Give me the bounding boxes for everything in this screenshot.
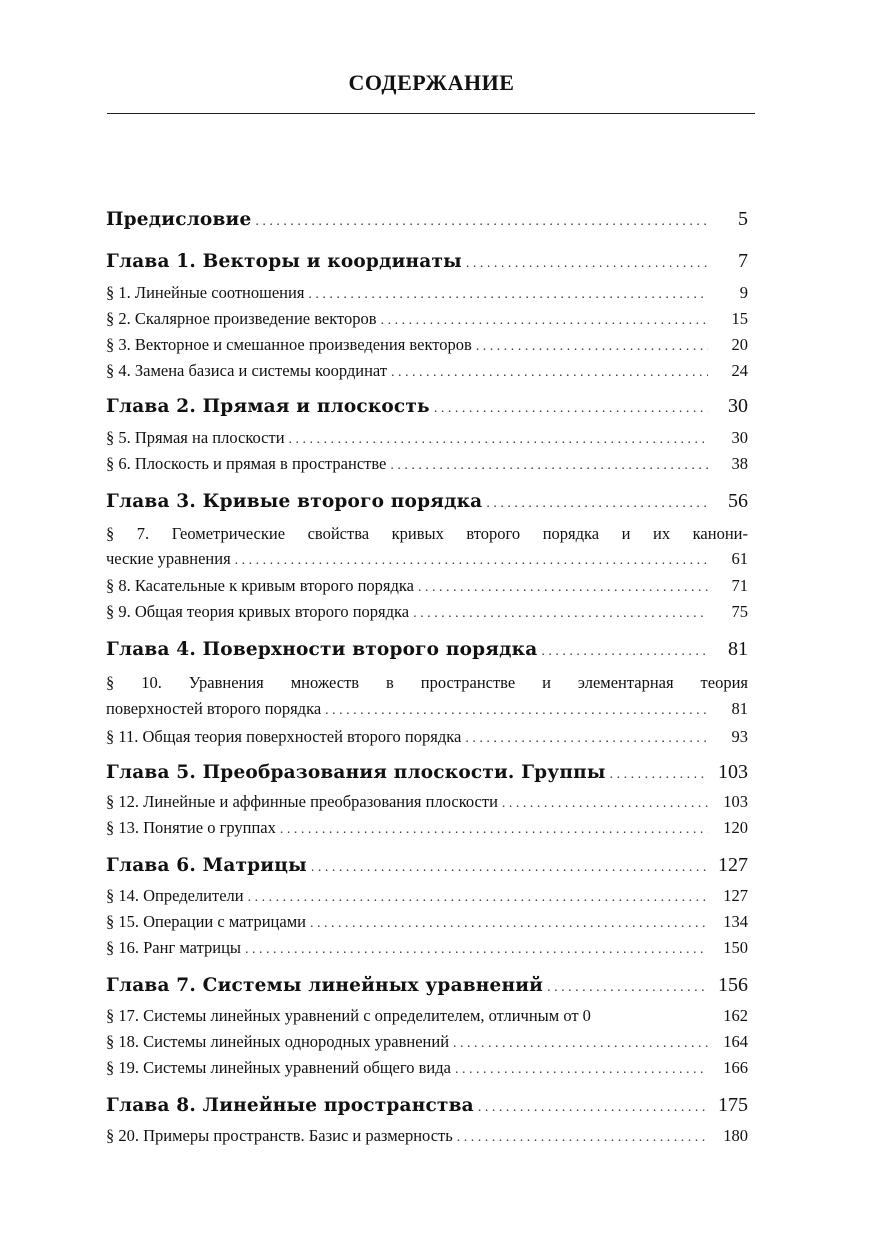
leader-dots xyxy=(248,890,708,906)
leader-dots xyxy=(381,313,708,329)
toc-chapter-entry[interactable] xyxy=(106,854,748,877)
leader-dots xyxy=(476,339,708,355)
toc-chapter-entry[interactable] xyxy=(106,761,748,784)
toc-section-entry[interactable] xyxy=(106,912,748,932)
toc-section-entry[interactable] xyxy=(106,699,748,719)
toc-entry-label: § 15. Операции с матрицами xyxy=(106,912,306,931)
toc-section-entry[interactable] xyxy=(106,1126,748,1146)
toc-section-entry[interactable] xyxy=(106,818,748,838)
page-title: СОДЕРЖАНИЕ xyxy=(348,70,515,95)
leader-dots xyxy=(610,767,708,783)
toc-chapter-entry[interactable] xyxy=(106,974,748,997)
toc-section-entry[interactable] xyxy=(106,1032,748,1052)
toc-entry-label: § 20. Примеры пространств. Базис и размерность xyxy=(106,1126,453,1145)
toc-section-entry[interactable] xyxy=(106,602,748,622)
toc-page-number: 127 xyxy=(718,854,748,876)
toc-chapter-entry[interactable] xyxy=(106,490,748,513)
toc-entry-label: § 6. Плоскость и прямая в пространстве xyxy=(106,454,387,473)
leader-dots xyxy=(280,822,708,838)
leader-dots xyxy=(547,980,708,996)
toc-page-number: 56 xyxy=(728,490,748,512)
leader-dots xyxy=(310,916,708,932)
toc-page-number: 103 xyxy=(718,761,748,783)
toc-entry-label: Глава 1. Векторы и координаты xyxy=(106,251,462,272)
toc-page-number: 30 xyxy=(731,428,748,447)
toc-page-number: 150 xyxy=(723,938,748,957)
toc-page-number: 9 xyxy=(739,283,748,302)
toc-page-number: 75 xyxy=(731,602,748,621)
title-rule xyxy=(107,113,755,114)
leader-dots xyxy=(391,365,708,381)
leader-dots xyxy=(311,860,708,876)
toc-entry-label: § 13. Понятие о группах xyxy=(106,818,276,837)
toc-page-number: 166 xyxy=(723,1058,748,1077)
toc-entry-label: § 12. Линейные и аффинные преобразования плоскости xyxy=(106,792,498,811)
toc-entry-label: § 19. Системы линейных уравнений общего вида xyxy=(106,1058,451,1077)
toc-entry-label: § 14. Определители xyxy=(106,886,244,905)
toc-entry-label: Глава 2. Прямая и плоскость xyxy=(106,396,430,417)
toc-entry-label: поверхностей второго порядка xyxy=(106,699,322,718)
toc-section-entry[interactable] xyxy=(106,428,748,448)
toc-page-number: 30 xyxy=(728,395,748,417)
toc-page-number: 180 xyxy=(723,1126,748,1145)
toc-page-number: 156 xyxy=(718,974,748,996)
toc-entry-label: Глава 4. Поверхности второго порядка xyxy=(106,639,538,660)
leader-dots xyxy=(418,580,708,596)
leader-dots xyxy=(541,644,708,660)
toc-chapter-entry[interactable] xyxy=(106,395,748,418)
toc-chapter-entry[interactable] xyxy=(106,250,748,273)
toc-page-number: 81 xyxy=(731,699,748,718)
toc-entry-label: § 8. Касательные к кривым второго порядка xyxy=(106,576,415,595)
toc-chapter-entry[interactable] xyxy=(106,1094,748,1117)
toc-page-number: 93 xyxy=(731,727,748,746)
leader-dots xyxy=(255,214,708,230)
toc-page-number: 24 xyxy=(731,361,748,380)
leader-dots xyxy=(289,432,708,448)
toc-page-number: 164 xyxy=(723,1032,748,1051)
toc-entry-label: § 3. Векторное и смешанное произведения векторов xyxy=(106,335,472,354)
leader-dots xyxy=(434,401,708,417)
toc-page-number: 175 xyxy=(718,1094,748,1116)
leader-dots xyxy=(413,606,708,622)
toc-section-entry[interactable] xyxy=(106,454,748,474)
toc-entry-label: Глава 8. Линейные пространства xyxy=(106,1095,474,1116)
toc-section-entry[interactable] xyxy=(106,886,748,906)
toc-entry-label: Глава 7. Системы линейных уравнений xyxy=(106,975,544,996)
leader-dots xyxy=(465,731,708,747)
toc-chapter-entry[interactable] xyxy=(106,638,748,661)
toc-entry-label: Предисловие xyxy=(106,209,252,230)
toc-section-entry[interactable] xyxy=(106,1058,748,1078)
toc-section-entry[interactable] xyxy=(106,549,748,569)
leader-dots xyxy=(390,458,708,474)
toc-section-entry[interactable] xyxy=(106,576,748,596)
toc-entry-first-line: § 7. Геометрические свойства кривых второго порядка и их канони- xyxy=(106,524,748,543)
toc-page-number: 7 xyxy=(738,250,748,272)
toc-section-entry[interactable] xyxy=(106,283,748,303)
toc-entry-label: § 1. Линейные соотношения xyxy=(106,283,305,302)
toc-page-number: 38 xyxy=(731,454,748,473)
toc-section-entry[interactable] xyxy=(106,309,748,329)
toc-entry-label: § 9. Общая теория кривых второго порядка xyxy=(106,602,410,621)
toc-page-number: 120 xyxy=(723,818,748,837)
leader-dots xyxy=(466,256,708,272)
toc-page-number: 127 xyxy=(723,886,748,905)
toc-page-number: 71 xyxy=(731,576,748,595)
toc-section-entry[interactable] xyxy=(106,335,748,355)
toc-section-entry[interactable] xyxy=(106,727,748,747)
toc-chapter-entry[interactable] xyxy=(106,208,748,231)
leader-dots xyxy=(245,942,708,958)
toc-entry-label: § 11. Общая теория поверхностей второго порядка xyxy=(106,727,462,746)
leader-dots xyxy=(455,1062,708,1078)
leader-dots xyxy=(325,703,708,719)
toc-page-number: 61 xyxy=(731,549,748,568)
toc-page-number: 5 xyxy=(738,208,748,230)
toc-page-number: 15 xyxy=(731,309,748,328)
toc-entry-label: Глава 3. Кривые второго порядка xyxy=(106,491,483,512)
toc-entry-label: § 18. Системы линейных однородных уравнений xyxy=(106,1032,450,1051)
toc-page-number: 20 xyxy=(731,335,748,354)
leader-dots xyxy=(235,553,708,569)
toc-entry-label: ческие уравнения xyxy=(106,549,231,568)
toc-entry-label: § 16. Ранг матрицы xyxy=(106,938,241,957)
toc-entry-label: Глава 5. Преобразования плоскости. Группы xyxy=(106,762,606,783)
toc-section-entry[interactable] xyxy=(106,792,748,812)
toc-entry-label: § 4. Замена базиса и системы координат xyxy=(106,361,388,380)
toc-page-number: 103 xyxy=(723,792,748,811)
leader-dots xyxy=(486,496,708,512)
toc-entry-label: Глава 6. Матрицы xyxy=(106,855,307,876)
toc-entry-label: § 17. Системы линейных уравнений с определителем, отличным от 0 xyxy=(106,1006,591,1025)
toc-section-entry[interactable] xyxy=(106,1006,748,1026)
toc-entry-label: § 2. Скалярное произведение векторов xyxy=(106,309,377,328)
toc-entry-first-line: § 10. Уравнения множеств в пространстве и элементарная теория xyxy=(106,673,748,692)
toc-entry-label: § 5. Прямая на плоскости xyxy=(106,428,285,447)
toc-section-entry[interactable] xyxy=(106,938,748,958)
leader-dots xyxy=(478,1100,708,1116)
leader-dots xyxy=(502,796,708,812)
toc-page-number: 134 xyxy=(723,912,748,931)
leader-dots xyxy=(453,1036,708,1052)
leader-dots xyxy=(457,1130,708,1146)
toc-page-number: 162 xyxy=(723,1006,748,1025)
toc-page-number: 81 xyxy=(728,638,748,660)
toc-section-entry[interactable] xyxy=(106,361,748,381)
leader-dots xyxy=(308,287,708,303)
